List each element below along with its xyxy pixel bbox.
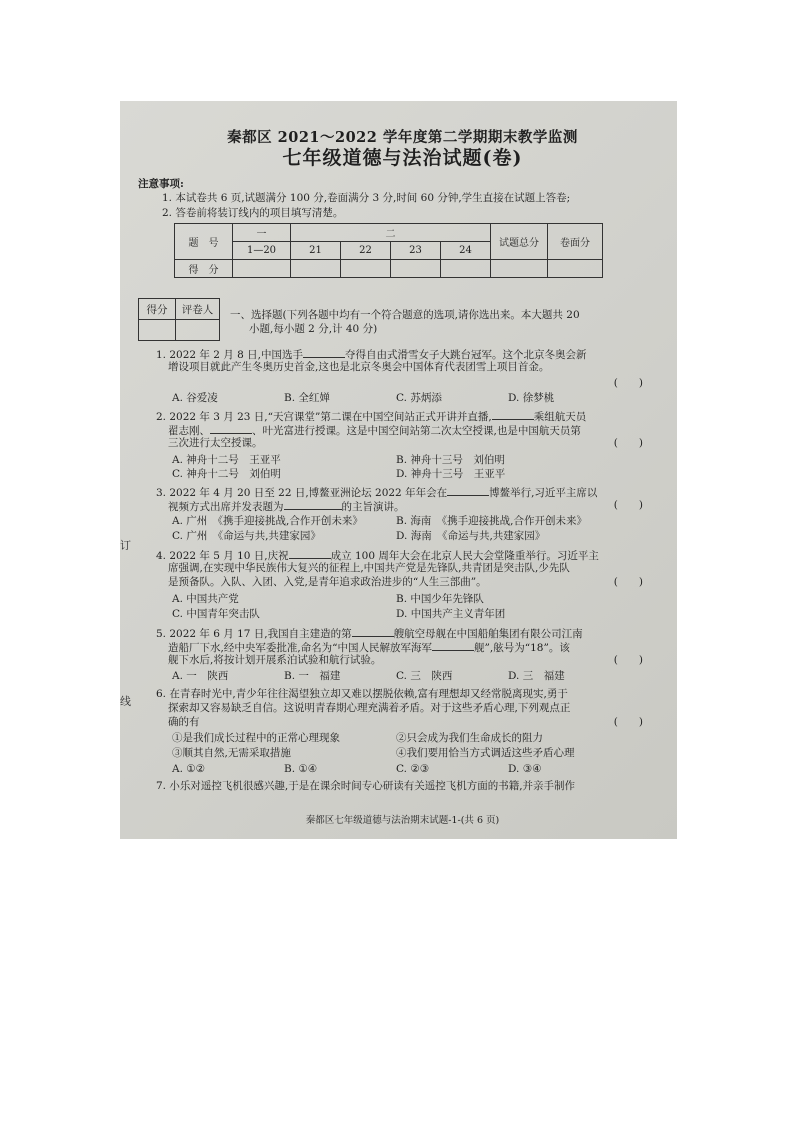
q5-option-b: B. 一 福建 bbox=[284, 670, 341, 682]
q2-option-d: D. 神舟十三号 王亚平 bbox=[396, 468, 506, 480]
question-21: 21 bbox=[291, 242, 341, 260]
answer-blank bbox=[352, 626, 394, 637]
page-footer: 秦都区七年级道德与法治期末试题-1-(共 6 页) bbox=[305, 815, 500, 826]
exam-title-line2: 七年级道德与法治试题(卷) bbox=[282, 147, 523, 169]
q5-option-c: C. 三 陕西 bbox=[396, 670, 453, 682]
q1-option-a: A. 谷爱凌 bbox=[172, 392, 218, 404]
question-4-line3: 是预备队。入队、入团、入党,是青年追求政治进步的“人生三部曲”。 bbox=[168, 576, 487, 588]
q3-option-b: B. 海南 《携手迎接挑战,合作开创未来》 bbox=[396, 515, 587, 527]
q5-option-d: D. 三 福建 bbox=[508, 670, 565, 682]
grader-label: 评卷人 bbox=[176, 299, 220, 320]
score-row-label: 得 分 bbox=[175, 260, 233, 278]
score-table-header: 题 号 bbox=[175, 224, 233, 260]
q3-option-c: C. 广州 《命运与共,共建家园》 bbox=[172, 530, 321, 542]
question-5-line3: 舰下水后,将按计划开展系泊试验和航行试验。 bbox=[168, 654, 382, 666]
answer-parenthesis: ( ) bbox=[613, 499, 643, 511]
section1-instruction-line1: 一、选择题(下列各题中均有一个符合题意的选项,请你选出来。本大题共 20 bbox=[230, 309, 580, 321]
score-cell[interactable] bbox=[548, 260, 603, 278]
answer-blank bbox=[447, 485, 489, 496]
q3-option-a: A. 广州 《携手迎接挑战,合作开创未来》 bbox=[172, 515, 363, 527]
q6-statement-4: ④我们要用恰当方式调适这些矛盾心理 bbox=[396, 747, 575, 759]
q4-option-d: D. 中国共产主义青年团 bbox=[396, 608, 506, 620]
q6-option-c: C. ②③ bbox=[396, 763, 430, 775]
score-cell[interactable] bbox=[233, 260, 291, 278]
question-4-line2: 席强调,在实现中华民族伟大复兴的征程上,中国共产党是先锋队,共青团是突击队,少先队 bbox=[168, 562, 570, 574]
total-score-header: 试题总分 bbox=[491, 224, 548, 260]
answer-parenthesis: ( ) bbox=[613, 437, 643, 449]
neatness-score-header: 卷面分 bbox=[548, 224, 603, 260]
question-24: 24 bbox=[441, 242, 491, 260]
answer-blank bbox=[289, 548, 331, 559]
grader-name-cell[interactable] bbox=[176, 320, 220, 341]
answer-blank bbox=[284, 499, 342, 510]
q1-option-c: C. 苏炳添 bbox=[396, 392, 442, 404]
range-1-20: 1—20 bbox=[233, 242, 291, 260]
answer-parenthesis: ( ) bbox=[613, 654, 643, 666]
q4-option-c: C. 中国青年突击队 bbox=[172, 608, 260, 620]
question-2-line1: 2. 2022 年 3 月 23 日,“天宫课堂”第二课在中国空间站正式开讲并直播, 乘组航天员 bbox=[156, 411, 587, 423]
question-6-line2: 探索却又容易缺乏自信。这说明青春期心理充满着矛盾。对于这些矛盾心理,下列观点正 bbox=[168, 702, 571, 714]
exam-title-line1: 秦都区 2021～2022 学年度第二学期期末教学监测 bbox=[227, 129, 578, 146]
q4-option-b: B. 中国少年先锋队 bbox=[396, 593, 484, 605]
answer-blank bbox=[303, 347, 345, 358]
grader-box bbox=[138, 298, 220, 341]
answer-blank bbox=[432, 640, 474, 651]
photographed-exam-page bbox=[120, 101, 677, 839]
q2-option-b: B. 神舟十三号 刘伯明 bbox=[396, 454, 505, 466]
score-table bbox=[174, 223, 603, 278]
section1-instruction-line2: 小题,每小题 2 分,计 40 分) bbox=[249, 323, 378, 335]
q1-option-d: D. 徐梦桃 bbox=[508, 392, 555, 404]
question-5-line1: 5. 2022 年 6 月 17 日,我国自主建造的第 艘航空母舰在中国船舶集团有限公司江南 bbox=[156, 628, 583, 640]
question-5-line2: 造船厂下水,经中央军委批准,命名为“中国人民解放军海军 舰”,舷号为“18”。该 bbox=[168, 642, 570, 654]
q6-statement-1: ①是我们成长过程中的正常心理现象 bbox=[172, 732, 340, 744]
question-2-line3: 三次进行太空授课。 bbox=[168, 437, 263, 449]
score-cell[interactable] bbox=[441, 260, 491, 278]
q6-option-d: D. ③④ bbox=[508, 763, 542, 775]
grader-score-cell[interactable] bbox=[139, 320, 176, 341]
score-cell[interactable] bbox=[341, 260, 391, 278]
answer-blank bbox=[492, 409, 534, 420]
part-one-header: 一 bbox=[233, 224, 291, 242]
q2-option-c: C. 神舟十二号 刘伯明 bbox=[172, 468, 281, 480]
binding-margin-mark: 订 bbox=[120, 539, 131, 552]
question-6-line1: 6. 在青春时光中,青少年往往渴望独立却又难以摆脱依赖,富有理想却又经常脱离现实,勇于 bbox=[156, 688, 568, 700]
exam-sheet bbox=[134, 127, 671, 835]
question-4-line1: 4. 2022 年 5 月 10 日,庆祝 成立 100 周年大会在北京人民大会堂隆重举行。习近平主 bbox=[156, 550, 599, 562]
q2-option-a: A. 神舟十二号 王亚平 bbox=[172, 454, 281, 466]
question-3-line1: 3. 2022 年 4 月 20 日至 22 日,博鳌亚洲论坛 2022 年年会在 博鳌举行,习近平主席以 bbox=[156, 487, 598, 499]
grader-score-label: 得分 bbox=[139, 299, 176, 320]
q3-option-d: D. 海南 《命运与共,共建家园》 bbox=[396, 530, 546, 542]
score-cell[interactable] bbox=[291, 260, 341, 278]
question-7-line1: 7. 小乐对遥控飞机很感兴趣,于是在课余时间专心研读有关遥控飞机方面的书籍,并亲手制作 bbox=[156, 780, 576, 792]
note-2: 2. 答卷前将装订线内的项目填写清楚。 bbox=[162, 207, 344, 219]
question-6-line3: 确的有 bbox=[168, 716, 200, 728]
q6-statement-2: ②只会成为我们生命成长的阻力 bbox=[396, 732, 543, 744]
q1-option-b: B. 全红婵 bbox=[284, 392, 330, 404]
q6-statement-3: ③顺其自然,无需采取措施 bbox=[172, 747, 291, 759]
question-22: 22 bbox=[341, 242, 391, 260]
q5-option-a: A. 一 陕西 bbox=[172, 670, 229, 682]
note-1: 1. 本试卷共 6 页,试题满分 100 分,卷面满分 3 分,时间 60 分钟,学生直接在试题上答卷; bbox=[162, 192, 571, 204]
question-23: 23 bbox=[391, 242, 441, 260]
binding-margin-mark: 线 bbox=[120, 695, 131, 708]
question-1-line1: 1. 2022 年 2 月 8 日,中国选手 夺得自由式滑雪女子大跳台冠军。这个北京冬奥会新 bbox=[156, 349, 587, 361]
notes-heading: 注意事项: bbox=[138, 178, 184, 190]
q4-option-a: A. 中国共产党 bbox=[172, 593, 239, 605]
answer-parenthesis: ( ) bbox=[613, 716, 643, 728]
question-3-line2: 视频方式出席并发表题为 的主旨演讲。 bbox=[168, 501, 405, 513]
q6-option-a: A. ①② bbox=[172, 763, 206, 775]
answer-parenthesis: ( ) bbox=[613, 576, 643, 588]
q6-option-b: B. ①④ bbox=[284, 763, 318, 775]
part-two-header: 二 bbox=[291, 224, 491, 242]
question-1-line2: 增设项目就此产生冬奥历史首金,这也是北京冬奥会中国体育代表团雪上项目首金。 bbox=[168, 361, 550, 373]
answer-blank bbox=[210, 423, 252, 434]
question-2-line2: 翟志刚、 、叶光富进行授课。这是中国空间站第二次太空授课,也是中国航天员第 bbox=[168, 425, 581, 437]
score-cell[interactable] bbox=[491, 260, 548, 278]
answer-parenthesis: ( ) bbox=[613, 377, 643, 389]
score-cell[interactable] bbox=[391, 260, 441, 278]
